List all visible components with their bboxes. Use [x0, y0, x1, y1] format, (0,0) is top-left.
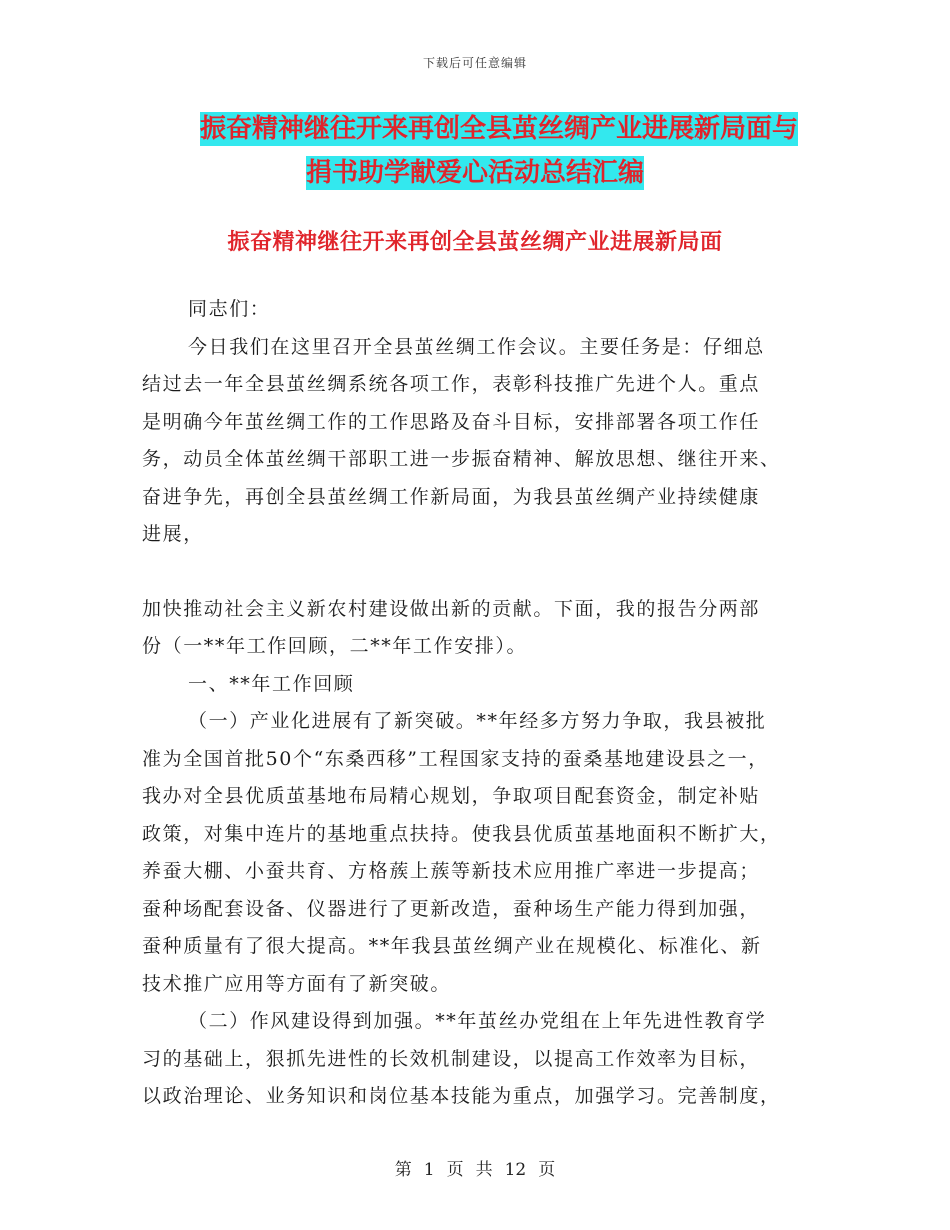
body-line: 蚕种场配套设备、仪器进行了更新改造，蚕种场生产能力得到加强， — [142, 898, 761, 920]
page-footer — [0, 1155, 950, 1180]
main-title-line-1-text: 振奋精神继往开来再创全县茧丝绸产业进展新局面与 — [199, 114, 798, 144]
footer-page-unit: 页 — [446, 1160, 464, 1180]
body-line: 技术推广应用等方面有了新突破。 — [142, 973, 452, 995]
salutation: 同志们： — [188, 298, 271, 320]
section-heading: 一、**年工作回顾 — [188, 673, 355, 695]
body-line: 习的基础上，狠抓先进性的长效机制建设，以提高工作效率为目标， — [142, 1048, 761, 1070]
footer-page-prefix: 第 — [394, 1160, 412, 1180]
body-line: 养蚕大棚、小蚕共育、方格蔟上蔟等新技术应用推广率进一步提高； — [142, 860, 761, 882]
body-line: （一）产业化进展有了新突破。**年经多方努力争取，我县被批 — [188, 710, 767, 732]
body-line: 结过去一年全县茧丝绸系统各项工作，表彰科技推广先进个人。重点 — [142, 373, 761, 395]
body-line: 以政治理论、业务知识和岗位基本技能为重点，加强学习。完善制度， — [142, 1085, 781, 1107]
body-line: （二）作风建设得到加强。**年茧丝办党组在上年先进性教育学 — [188, 1010, 767, 1032]
footer-total-unit: 页 — [538, 1160, 556, 1180]
footer-page-number: 1 — [423, 1160, 435, 1180]
main-title-line-1 — [24, 113, 950, 145]
body-line: 是明确今年茧丝绸工作的工作思路及奋斗目标，安排部署各项工作任 — [142, 411, 761, 433]
footer-total-number: 12 — [504, 1160, 527, 1180]
header-note: 下载后可任意编辑 — [422, 56, 527, 70]
body-line: 今日我们在这里召开全县茧丝绸工作会议。主要任务是：仔细总 — [188, 336, 765, 358]
body-line: 政策，对集中连片的基地重点扶持。使我县优质茧基地面积不断扩大， — [142, 823, 781, 845]
body-line: 务，动员全体茧丝绸干部职工进一步振奋精神、解放思想、继往开来、 — [142, 448, 781, 470]
main-title-line-2-text: 捐书助学献爱心活动总结汇编 — [305, 158, 644, 188]
main-title-line-2 — [0, 157, 950, 189]
body-line: 份（一**年工作回顾，二**年工作安排）。 — [142, 635, 528, 657]
body-line: 我办对全县优质茧基地布局精心规划，争取项目配套资金，制定补贴 — [142, 785, 761, 807]
section-title: 振奋精神继往开来再创全县茧丝绸产业进展新局面 — [227, 230, 723, 255]
body-line: 蚕种质量有了很大提高。**年我县茧丝绸产业在规模化、标准化、新 — [142, 935, 762, 957]
body-line: 准为全国首批50个“东桑西移”工程国家支持的蚕桑基地建设县之一， — [142, 748, 769, 770]
body-line: 加快推动社会主义新农村建设做出新的贡献。下面，我的报告分两部 — [142, 598, 761, 620]
body-line: 进展， — [142, 523, 204, 545]
body-line: 奋进争先，再创全县茧丝绸工作新局面，为我县茧丝绸产业持续健康 — [142, 486, 761, 508]
footer-total-prefix: 共 — [475, 1160, 493, 1180]
